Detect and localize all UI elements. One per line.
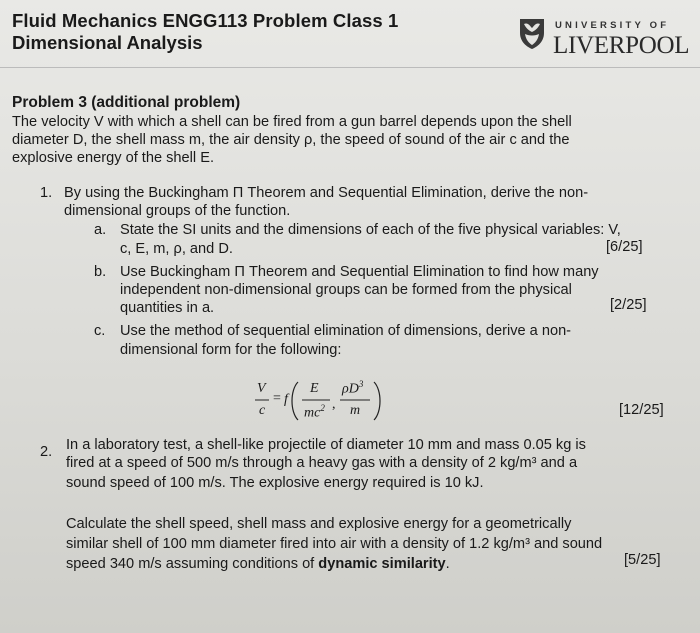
q1-number: 1.: [40, 185, 53, 201]
formula-term2-denominator: m: [350, 403, 361, 418]
formula-term1-numerator: E: [310, 381, 319, 396]
q2-number: 2.: [40, 444, 53, 460]
q1a-line-1: State the SI units and the dimensions of each of the five physical variables: V,: [120, 222, 621, 238]
problem-heading: Problem 3 (additional problem): [12, 94, 241, 111]
q1b-line-3: quantities in a.: [120, 300, 215, 316]
liverpool-wordmark: LIVERPOOL: [553, 32, 690, 59]
q1b-line-1: Use Buckingham Π Theorem and Sequential Elimination to find how many: [120, 264, 599, 280]
q2-para2-line-1: Calculate the shell speed, shell mass and explosive energy for a geometrically: [66, 516, 572, 532]
q2-marks: [5/25]: [624, 552, 661, 568]
intro-line-1: The velocity V with which a shell can be fired from a gun barrel depends upon the shell: [12, 114, 572, 130]
dynamic-similarity-term: dynamic similarity: [318, 556, 446, 572]
header-divider: [0, 67, 700, 68]
formula-lhs-denominator: c: [259, 403, 266, 418]
q2-para1-line-2: fired at a speed of 500 m/s through a heavy gas with a density of 2 kg/m³ and a: [66, 455, 578, 471]
q2-para1-line-1: In a laboratory test, a shell-like projectile of diameter 10 mm and mass 0.05 kg is: [66, 437, 586, 453]
crest-shield-icon: [519, 18, 545, 50]
formula-function: f: [284, 392, 288, 407]
university-of-text: UNIVERSITY OF: [555, 20, 670, 31]
university-logo: [519, 10, 697, 58]
q1c-line-2: dimensional form for the following:: [120, 342, 342, 358]
intro-line-2: diameter D, the shell mass m, the air density ρ, the speed of sound of the air c and the: [12, 132, 570, 148]
q1c-line-1: Use the method of sequential elimination of dimensions, derive a non-: [120, 323, 572, 339]
q1b-marks: [2/25]: [610, 297, 647, 313]
q1b-line-2: independent non-dimensional groups can be formed from the physical: [120, 282, 572, 298]
sheet-subtitle: Dimensional Analysis: [12, 32, 203, 53]
q1a-line-2: c, E, m, ρ, and D.: [120, 241, 233, 257]
q1a-marks: [6/25]: [606, 239, 643, 255]
q1-line-2: dimensional groups of the function.: [64, 203, 291, 219]
formula-equals: =: [273, 391, 281, 406]
q1b-label: b.: [94, 264, 107, 280]
q1a-label: a.: [94, 222, 107, 238]
dimensionless-formula: [254, 376, 404, 426]
q2-para1-line-3: sound speed of 100 m/s. The explosive energy required is 10 kJ.: [66, 475, 484, 491]
formula-lhs-numerator: V: [257, 381, 266, 396]
sheet-title: Fluid Mechanics ENGG113 Problem Class 1: [12, 10, 399, 31]
q1-line-1: By using the Buckingham Π Theorem and Sequential Elimination, derive the non-: [64, 185, 589, 201]
q2-para2-line-2: similar shell of 100 mm diameter fired into air with a density of 1.2 kg/m³ and sound: [66, 536, 603, 552]
q2-para2-line-3: speed 340 m/s assuming conditions of dynamic similarity.: [66, 556, 450, 572]
formula-comma: ,: [332, 397, 336, 412]
intro-line-3: explosive energy of the shell E.: [12, 150, 214, 166]
formula-term2-numerator: $\rho D^3$: [342, 379, 364, 397]
q1c-marks: [12/25]: [619, 402, 664, 418]
q1c-label: c.: [94, 323, 106, 339]
formula-term1-denominator: $mc^2$: [304, 403, 325, 421]
